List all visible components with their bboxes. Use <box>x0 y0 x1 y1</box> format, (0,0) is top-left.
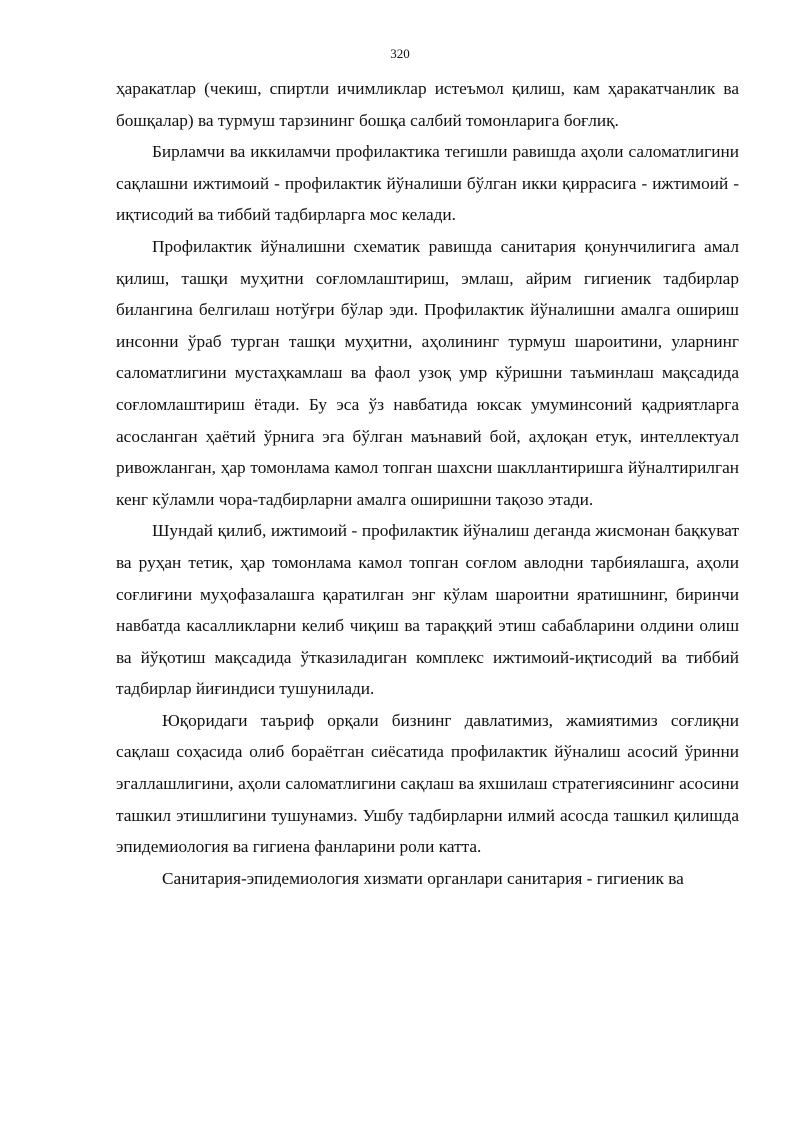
document-body <box>116 73 739 894</box>
paragraph: Санитария-эпидемиология хизмати органлари санитария - гигиеник ва <box>162 868 684 888</box>
paragraph: Профилактик йўналишни схематик равишда санитария қонунчилигига амал қилиш, ташқи муҳитни соғломлаштириш, эмлаш, айрим гигиеник тадбирлар билангина белгилаш нотўғри бўлар эди. Профилактик йўналишни амалга ошириш инсонни ўраб турган ташқи муҳитни, аҳолининг турмуш шароитини, уларнинг саломатлигини мустаҳкамлаш ва фаол узоқ умр кўришни таъминлаш мақсадида соғломлаштириш ётади. Бу эса ўз навбатида юксак умуминсоний қадриятларга асосланган ҳаётий ўрнига эга бўлган маънавий бой, аҳлоқан етук, интеллектуал ривожланган, ҳар томонлама камол топган шахсни шакллантиришга йўналтирилган кенг кўламли чора-тадбирларни амалга оширишни тақозо этади. <box>116 236 739 509</box>
paragraph: Шундай қилиб, ижтимоий - профилактик йўналиш деганда жисмонан бақкуват ва руҳан тетик, ҳар томонлама камол топган соғлом авлодни тарбиялашга, аҳоли соғлиғини муҳофазалашга қаратилган энг кўлам шароитни яратишнинг, биринчи навбатда касалликларни келиб чиқиш ва тараққий этиш сабабларини олдини олиш ва йўқотиш мақсадида ўтказиладиган комплекс ижтимоий-иқтисодий ва тиббий тадбирлар йиғиндиси тушунилади. <box>116 521 739 699</box>
paragraph: Юқоридаги таъриф орқали бизнинг давлатимиз, жамиятимиз соғлиқни сақлаш соҳасида олиб бораётган сиёсатида профилактик йўналиш асосий ўринни эгаллашлигини, аҳоли саломатлигини сақлаш ва яхшилаш стратегиясининг асосини ташкил этишлигини тушунамиз. Ушбу тадбирларни илмий асосда ташкил қилишда эпидемиология ва гигиена фанларини роли катта. <box>116 710 739 857</box>
paragraph: ҳаракатлар (чекиш, спиртли ичимликлар истеъмол қилиш, кам ҳаракатчанлик ва бошқалар) ва турмуш тарзининг бошқа салбий томонларига боғлиқ. <box>116 79 739 130</box>
page-number: 320 <box>390 46 410 61</box>
paragraph: Бирламчи ва иккиламчи профилактика тегишли равишда аҳоли саломатлигини сақлашни ижтимоий - профилактик йўналиши бўлган икки қиррасига - ижтимоий - иқтисодий ва тиббий тадбирларга мос келади. <box>116 142 739 225</box>
